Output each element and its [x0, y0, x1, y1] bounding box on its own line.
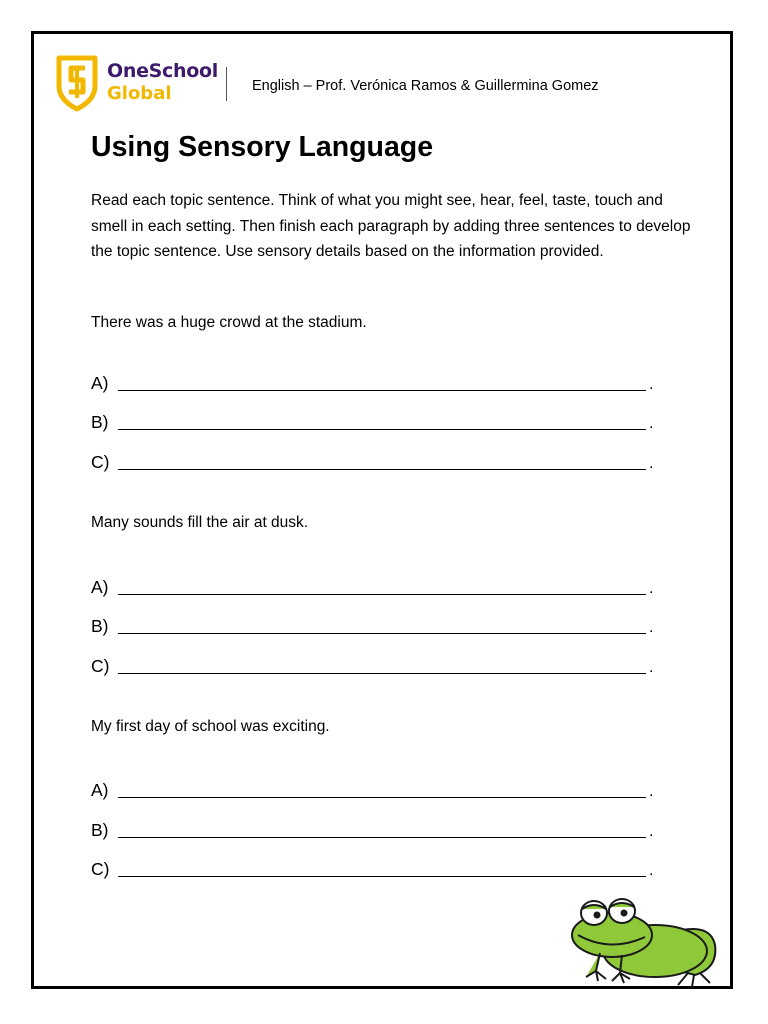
answer-period: . [649, 415, 654, 432]
answer-blank[interactable] [118, 469, 646, 470]
answer-blank[interactable] [118, 633, 646, 634]
answer-blank[interactable] [118, 837, 646, 838]
answer-blank[interactable] [118, 390, 646, 391]
answer-row[interactable] [91, 777, 671, 803]
answer-label: A) [91, 373, 109, 393]
answer-period: . [649, 376, 654, 393]
answer-label: B) [91, 616, 109, 636]
answer-label: B) [91, 412, 109, 432]
answer-row[interactable] [91, 370, 671, 396]
answer-row[interactable] [91, 449, 671, 475]
answer-row[interactable] [91, 613, 671, 639]
answer-blank[interactable] [118, 429, 646, 430]
answer-period: . [649, 862, 654, 879]
frog-illustration-icon [560, 893, 720, 988]
answer-label: A) [91, 577, 109, 597]
answer-period: . [649, 823, 654, 840]
topic-sentence-2: Many sounds fill the air at dusk. [91, 514, 309, 531]
answer-blank[interactable] [118, 876, 646, 877]
answer-label: C) [91, 859, 110, 879]
course-info: English – Prof. Verónica Ramos & Guillermina Gomez [252, 78, 599, 94]
answer-label: B) [91, 820, 109, 840]
answer-label: C) [91, 656, 110, 676]
answer-blank[interactable] [118, 673, 646, 674]
oneschool-logo-icon [55, 54, 99, 112]
topic-sentence-3: My first day of school was exciting. [91, 718, 330, 735]
answer-row[interactable] [91, 856, 671, 882]
answer-row[interactable] [91, 574, 671, 600]
header-divider [226, 67, 227, 101]
answer-label: C) [91, 452, 110, 472]
answer-row[interactable] [91, 653, 671, 679]
answer-row[interactable] [91, 409, 671, 435]
answer-period: . [649, 659, 654, 676]
answer-period: . [649, 783, 654, 800]
brand-name-line2: Global [107, 83, 172, 104]
answer-label: A) [91, 780, 109, 800]
instructions: Read each topic sentence. Think of what you might see, hear, feel, taste, touch and smell in each setting. Then finish each paragraph by adding three sentences to develop the topic sentence. Use sensory details based on the information provided. [91, 192, 691, 260]
worksheet-title: Using Sensory Language [91, 131, 434, 163]
answer-period: . [649, 455, 654, 472]
answer-blank[interactable] [118, 594, 646, 595]
page-border [31, 31, 733, 989]
brand-name-line1: OneSchool [107, 60, 218, 82]
answer-period: . [649, 619, 654, 636]
answer-row[interactable] [91, 817, 671, 843]
answer-period: . [649, 580, 654, 597]
answer-blank[interactable] [118, 797, 646, 798]
oneschool-global-logo [55, 54, 225, 112]
topic-sentence-1: There was a huge crowd at the stadium. [91, 314, 367, 331]
